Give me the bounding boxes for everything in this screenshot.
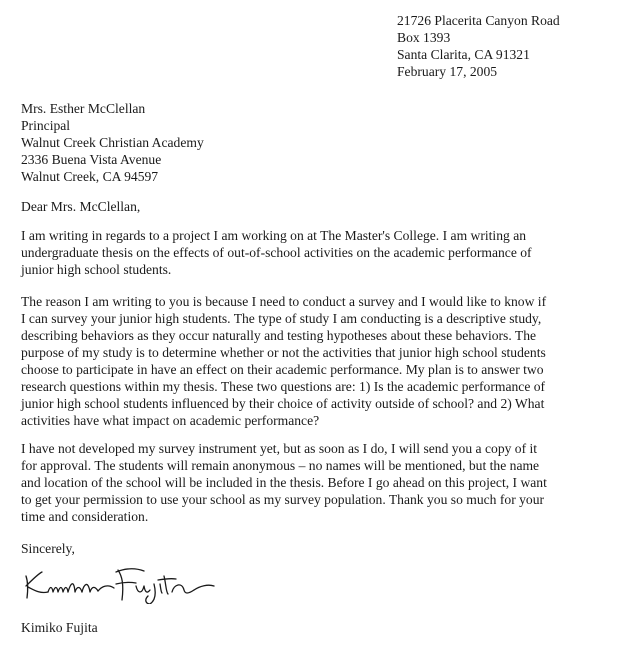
recipient-title: Principal	[21, 118, 71, 133]
paragraph-line: activities have what impact on academic performance?	[21, 413, 320, 428]
recipient-organization: Walnut Creek Christian Academy	[21, 135, 204, 150]
paragraph-line: for approval. The students will remain anonymous – no names will be mentioned, but the name	[21, 458, 540, 473]
paragraph-line: describing behaviors as they occur naturally and testing hypotheses about these behaviors. The	[21, 328, 537, 343]
body-paragraph-3	[21, 440, 601, 525]
letter-date: February 17, 2005	[397, 64, 498, 79]
sender-address	[397, 12, 560, 80]
paragraph-line: The reason I am writing to you is because I need to conduct a survey and I would like to know if	[21, 294, 547, 309]
body-paragraph-1	[21, 227, 601, 278]
recipient-address	[21, 100, 204, 185]
closing: Sincerely,	[21, 541, 75, 556]
recipient-city: Walnut Creek, CA 94597	[21, 169, 159, 184]
paragraph-line: undergraduate thesis on the effects of out-of-school activities on the academic performance of	[21, 245, 532, 260]
paragraph-line: I can survey your junior high students. The type of study I am conducting is a descriptive study,	[21, 311, 542, 326]
paragraph-line: junior high school students.	[21, 262, 172, 277]
paragraph-line: choose to participate in have an effect on their academic performance. My plan is to answer two	[21, 362, 544, 377]
paragraph-line: I have not developed my survey instrument yet, but as soon as I do, I will send you a copy of it	[21, 441, 538, 456]
salutation: Dear Mrs. McClellan,	[21, 199, 141, 214]
signer-name: Kimiko Fujita	[21, 620, 98, 635]
paragraph-line: time and consideration.	[21, 509, 149, 524]
paragraph-line: research questions within my thesis. These two questions are: 1) Is the academic performance of	[21, 379, 546, 394]
recipient-street: 2336 Buena Vista Avenue	[21, 152, 162, 167]
recipient-name: Mrs. Esther McClellan	[21, 101, 146, 116]
body-paragraph-2	[21, 293, 601, 429]
sender-city: Santa Clarita, CA 91321	[397, 47, 530, 62]
paragraph-line: purpose of my study is to determine whether or not the activities that junior high school students	[21, 345, 546, 360]
sender-street: 21726 Placerita Canyon Road	[397, 13, 560, 28]
paragraph-line: to get your permission to use your school as my survey population. Thank you so much for your	[21, 492, 545, 507]
sender-box: Box 1393	[397, 30, 451, 45]
paragraph-line: and location of the school will be included in the thesis. Before I go ahead on this project, I want	[21, 475, 547, 490]
paragraph-line: junior high school students influenced by their choice of activity outside of school? and 2) What	[21, 396, 545, 411]
paragraph-line: I am writing in regards to a project I am working on at The Master's College. I am writing an	[21, 228, 527, 243]
handwritten-signature	[18, 562, 218, 604]
